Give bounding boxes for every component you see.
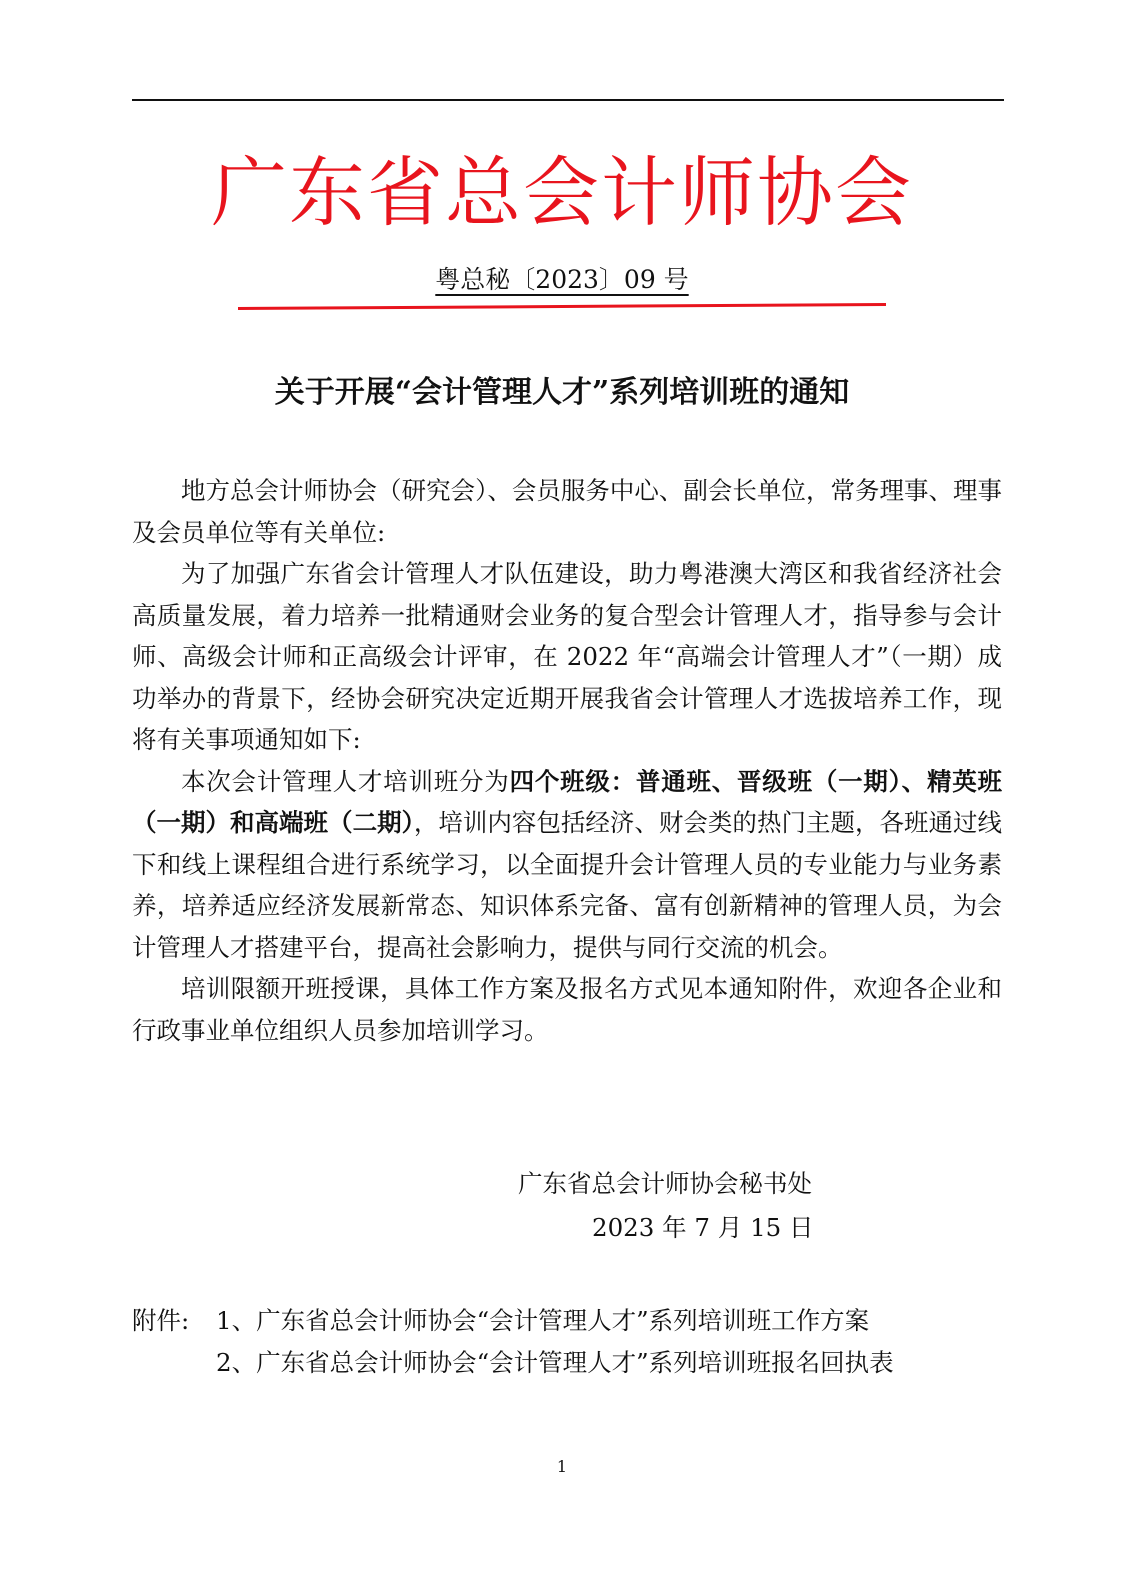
body-paragraph-classes [132,761,1002,969]
signature-date: 2023 年 7 月 15 日 [592,1213,814,1242]
attachment-item [132,1300,1012,1342]
body-paragraph-enrollment: 培训限额开班授课，具体工作方案及报名方式见本通知附件，欢迎各企业和行政事业单位组织人员参加培训学习。 [132,974,1002,1045]
classes-prefix: 本次会计管理人才培训班分为 [181,766,510,796]
page-number: 1 [556,1457,568,1476]
notice-title: 关于开展“会计管理人才”系列培训班的通知 [274,375,850,410]
attachments-label: 附件: [132,1306,190,1335]
header-red-rule [238,303,886,310]
header-top-rule [132,99,1004,101]
notice-body [132,470,1002,1051]
body-paragraph-background: 为了加强广东省会计管理人才队伍建设，助力粤港澳大湾区和我省经济社会高质量发展，着力培养一批精通财会业务的复合型会计管理人才，指导参与会计师、高级会计师和正高级会计评审，在 2022 年“高端会计管理人才”（一期）成功举办的背景下，经协会研究决定近期开展我省会计管理人才选拔培养工作，现将有关事项通知如下: [132,559,1002,754]
document-number: 粤总秘〔2023〕09 号 [435,265,689,294]
organization-title: 广东省总会计师协会 [211,148,913,237]
signature-organization: 广东省总会计师协会秘书处 [518,1169,812,1198]
body-paragraph-addressees: 地方总会计师协会（研究会）、会员服务中心、副会长单位，常务理事、理事及会员单位等有关单位: [132,476,1002,547]
attachment-item-1: 1、广东省总会计师协会“会计管理人才”系列培训班工作方案 [216,1306,870,1335]
attachment-item [132,1342,1012,1384]
attachment-item-2: 2、广东省总会计师协会“会计管理人才”系列培训班报名回执表 [216,1348,894,1377]
classes-suffix: ，培训内容包括经济、财会类的热门主题，各班通过线下和线上课程组合进行系统学习，以全面提升会计管理人员的专业能力与业务素养，培养适应经济发展新常态、知识体系完备、富有创新精神的管理人员，为会计管理人才搭建平台，提高社会影响力，提供与同行交流的机会。 [132,808,1003,962]
attachments-list [132,1300,1012,1384]
classes-highlight: 四个班级：普通班、晋级班（一期）、精英班（一期）和高端班（二期） [132,766,1003,837]
